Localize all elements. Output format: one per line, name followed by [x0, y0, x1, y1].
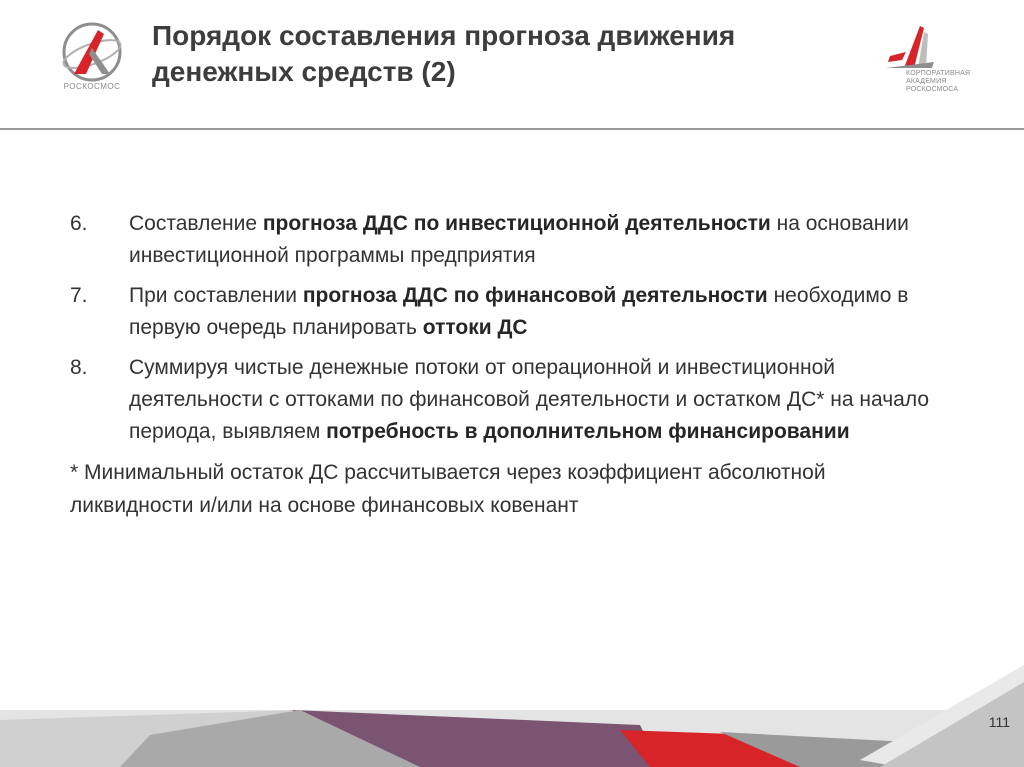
item-text-bold: оттоки ДС — [422, 316, 528, 339]
list-item-number: 6. — [70, 212, 88, 235]
footnote: * Минимальный остаток ДС рассчитывается через коэффициент абсолютной ликвидности и/или на основе финансовых ковенант — [70, 461, 826, 517]
list-item-number: 8. — [70, 356, 88, 379]
header-divider — [0, 128, 1024, 130]
academy-logo-caption: КОРПОРАТИВНАЯ АКАДЕМИЯ РОСКОСМОСА — [906, 70, 971, 93]
item-text-bold: прогноза ДДС по финансовой деятельности — [302, 284, 768, 307]
list-item-8 — [70, 352, 950, 448]
item-text: Суммируя чистые денежные потоки от операционной и инвестиционной деятельности с оттоками по финансовой деятельности и остатком ДС* на начало периода, выявляем — [129, 356, 929, 443]
list-item-number: 7. — [70, 284, 88, 307]
item-text-bold: прогноза ДДС по инвестиционной деятельности — [262, 212, 771, 235]
list-item-7 — [70, 280, 950, 344]
item-text: Составление — [129, 212, 263, 235]
footer-decoration — [0, 560, 1024, 767]
list-item-6 — [70, 208, 950, 272]
item-text-bold: потребность в дополнительном финансировании — [326, 420, 850, 443]
slide-body — [70, 208, 950, 522]
page-number: 111 — [988, 714, 1010, 730]
item-text: необходимо в первую очередь планировать — [129, 284, 909, 339]
item-text: на основании инвестиционной программы предприятия — [129, 212, 909, 267]
item-text: При составлении — [129, 284, 303, 307]
roscosmos-logo-caption: РОСКОСМОС — [63, 82, 121, 91]
slide-header — [0, 0, 1024, 130]
slide-title: Порядок составления прогноза движения денежных средств (2) — [152, 20, 736, 87]
